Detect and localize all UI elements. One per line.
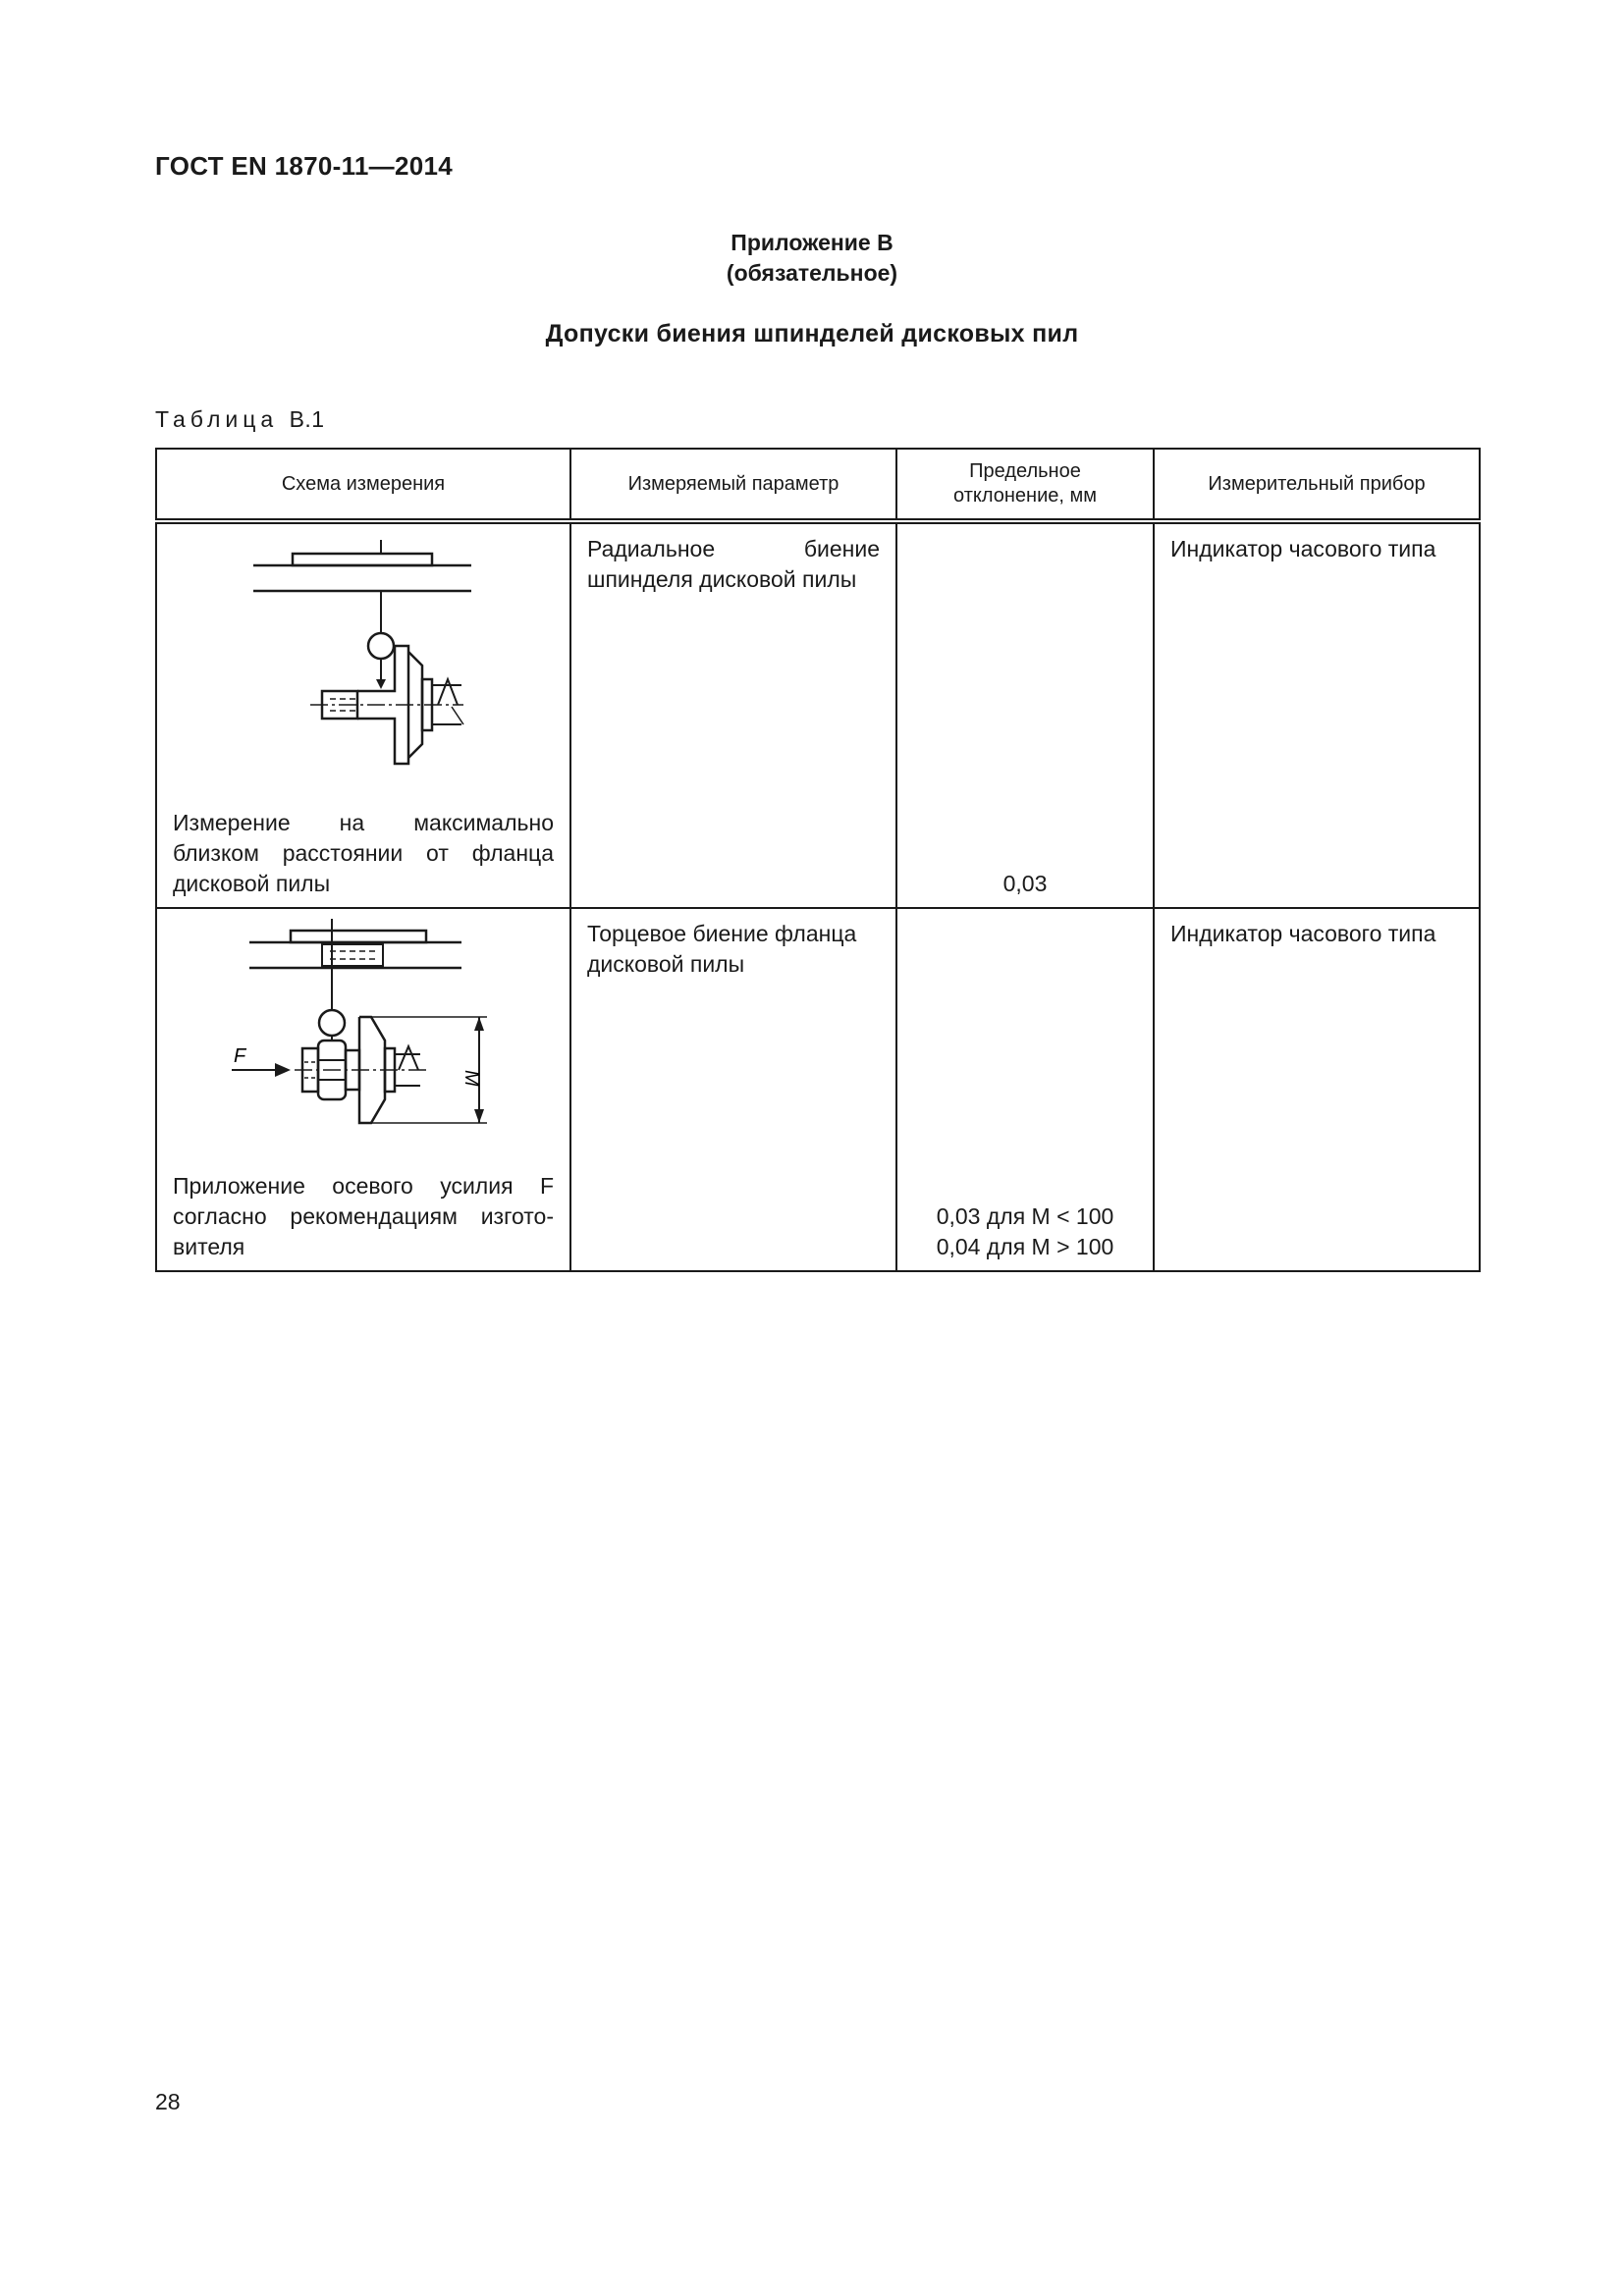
- tolerance-table: [155, 448, 1481, 1272]
- column-header-line: отклонение, мм: [953, 485, 1097, 507]
- scheme-cell: [156, 521, 570, 908]
- table-label-number: B.1: [289, 406, 325, 432]
- caption-line: вителя: [173, 1234, 245, 1259]
- instrument-cell: [1154, 908, 1480, 1271]
- table-header-row: [156, 449, 1480, 521]
- annex-title: Приложение B: [731, 230, 893, 255]
- caption-line: дисковой пилы: [173, 871, 331, 896]
- column-header-line: Измеряемый параметр: [627, 472, 839, 495]
- column-header-line: Измерительный прибор: [1208, 472, 1426, 495]
- parameter-line: дисковой пилы: [587, 951, 745, 977]
- annex-heading: Допуски биения шпинделей дисковых пил: [545, 320, 1079, 347]
- tolerance-line: 0,03 для M < 100: [936, 1203, 1114, 1229]
- annex-status: (обязательное): [726, 260, 898, 286]
- axial-runout-diagram: [157, 915, 569, 1150]
- instrument-text: Индикатор часового типа: [1170, 921, 1436, 946]
- document-code: ГОСТ EN 1870-11—2014: [155, 151, 454, 181]
- parameter-cell: [570, 908, 896, 1271]
- instrument-cell: [1154, 521, 1480, 908]
- column-header-scheme: [156, 449, 570, 521]
- caption-line: согласно рекомендациям изгото-: [173, 1203, 554, 1229]
- column-header-tolerance: [896, 449, 1154, 521]
- column-header-line: Схема измерения: [281, 472, 446, 495]
- page-number: 28: [155, 2089, 181, 2114]
- parameter-cell: [570, 521, 896, 908]
- parameter-line: Торцевое биение фланца: [587, 921, 857, 946]
- radial-runout-diagram: [157, 532, 569, 768]
- dimension-label: M: [460, 1070, 482, 1087]
- table-label-word: Таблица: [155, 406, 279, 432]
- tolerance-line: 0,03: [1002, 871, 1048, 896]
- tolerance-line: 0,04 для M > 100: [936, 1234, 1114, 1259]
- caption-line: Измерение на максимально: [173, 810, 554, 835]
- scheme-caption: [173, 1171, 554, 1262]
- tolerance-cell: [896, 908, 1154, 1271]
- scheme-cell: [156, 908, 570, 1271]
- instrument-text: Индикатор часового типа: [1170, 536, 1436, 561]
- tolerance-cell: [896, 521, 1154, 908]
- column-header-parameter: [570, 449, 896, 521]
- caption-line: Приложение осевого усилия F: [173, 1173, 554, 1199]
- column-header-line: Предельное: [969, 460, 1081, 482]
- scheme-caption: [173, 808, 554, 899]
- force-label: F: [234, 1045, 246, 1067]
- table-label: [155, 406, 325, 433]
- annex-header: [0, 228, 1624, 289]
- table-row: [156, 908, 1480, 1271]
- column-header-instrument: [1154, 449, 1480, 521]
- caption-line: близком расстоянии от фланца: [173, 840, 554, 866]
- tolerance-value: [897, 1201, 1153, 1262]
- parameter-line: шпинделя дисковой пилы: [587, 566, 857, 592]
- parameter-line: Радиальное биение: [587, 536, 880, 561]
- tolerance-value: [897, 869, 1153, 899]
- table-row: [156, 521, 1480, 908]
